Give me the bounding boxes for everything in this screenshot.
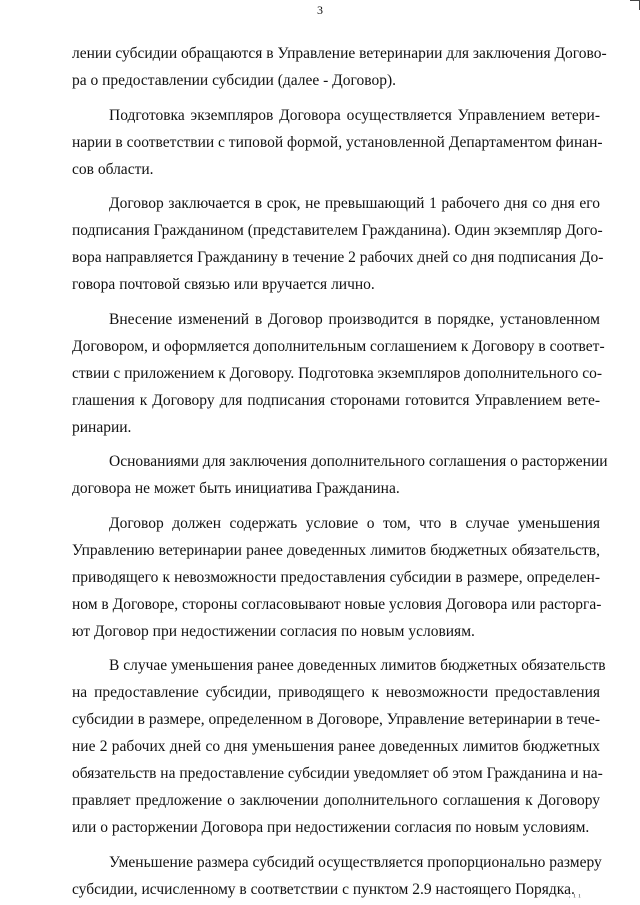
- text-line: Подготовка экземпляров Договора осуществляется Управлением ветери-: [109, 106, 600, 124]
- text-line: глашения к Договору для подписания сторонами готовится Управлением вете-: [72, 391, 600, 409]
- text-line: приводящего к невозможности предоставления субсидии в размере, определен-: [72, 568, 600, 586]
- text-line: Внесение изменений в Договор производится в порядке, установленном: [109, 310, 600, 328]
- text-line: подписания Гражданином (представителем Гражданина). Один экземпляр Дого-: [72, 222, 603, 239]
- paragraph: [72, 102, 603, 183]
- text-line: ринарии.: [72, 418, 132, 436]
- text-line: ют Договор при недостижении согласия по новым условиям.: [72, 622, 475, 640]
- text-line: ние 2 рабочих дней со дня уменьшения ранее доведенных лимитов бюджетных: [72, 738, 600, 755]
- text-line: нарии в соответствии с типовой формой, установленной Департаментом финан-: [72, 133, 603, 151]
- document-body: [72, 40, 608, 903]
- paragraph: [72, 40, 607, 94]
- text-line: ствии с приложением к Договору. Подготовка экземпляров дополнительного со-: [72, 364, 602, 382]
- paragraph: [72, 306, 605, 441]
- text-line: вора направляется Гражданину в течение 2 рабочих дней со дня подписания До-: [72, 249, 604, 266]
- paragraph: [72, 448, 608, 502]
- text-line: лении субсидии обращаются в Управление ветеринарии для заключения Догово-: [72, 45, 607, 62]
- text-line: обязательств на предоставление субсидии уведомляет об этом Гражданина и на-: [72, 765, 603, 782]
- text-line: или о расторжении Договора при недостижении согласия по новым условиям.: [72, 819, 590, 836]
- text-line: ном в Договоре, стороны согласовывают новые условия Договора или расторга-: [72, 595, 602, 613]
- text-line: субсидии в размере, определенном в Договоре, Управление ветеринарии в тече-: [72, 711, 600, 728]
- scan-mark: · ¹ ¹: [568, 892, 581, 902]
- text-line: ра о предоставлении субсидии (далее - Договор).: [72, 72, 396, 89]
- text-line: на предоставление субсидии, приводящего к невозможности предоставления: [72, 684, 600, 701]
- text-line: сов области.: [72, 160, 154, 178]
- text-line: Управлению ветеринарии ранее доведенных лимитов бюджетных обязательств,: [72, 541, 600, 559]
- paragraph: [72, 652, 606, 841]
- text-line: Договор должен содержать условие о том, что в случае уменьшения: [109, 514, 600, 532]
- paragraph: [72, 510, 600, 645]
- text-line: Договор заключается в срок, не превышающий 1 рабочего дня со дня его: [109, 195, 600, 212]
- paragraph: [72, 190, 604, 298]
- text-line: В случае уменьшения ранее доведенных лимитов бюджетных обязательств: [109, 657, 606, 674]
- text-line: договора не может быть инициатива Гражданина.: [72, 480, 400, 497]
- page-number: 3: [317, 3, 323, 17]
- text-line: субсидии, исчисленному в соответствии с пунктом 2.9 настоящего Порядка.: [72, 880, 575, 898]
- text-line: Уменьшение размера субсидий осуществляется пропорционально размеру: [109, 853, 602, 871]
- text-line: правляет предложение о заключении дополнительного соглашения к Договору: [72, 792, 600, 809]
- text-line: говора почтовой связью или вручается лично.: [72, 276, 375, 293]
- text-line: Договором, и оформляется дополнительным соглашением к Договору в соответ-: [72, 337, 605, 355]
- paragraph: [72, 849, 600, 903]
- text-line: Основаниями для заключения дополнительного соглашения о расторжении: [109, 453, 608, 470]
